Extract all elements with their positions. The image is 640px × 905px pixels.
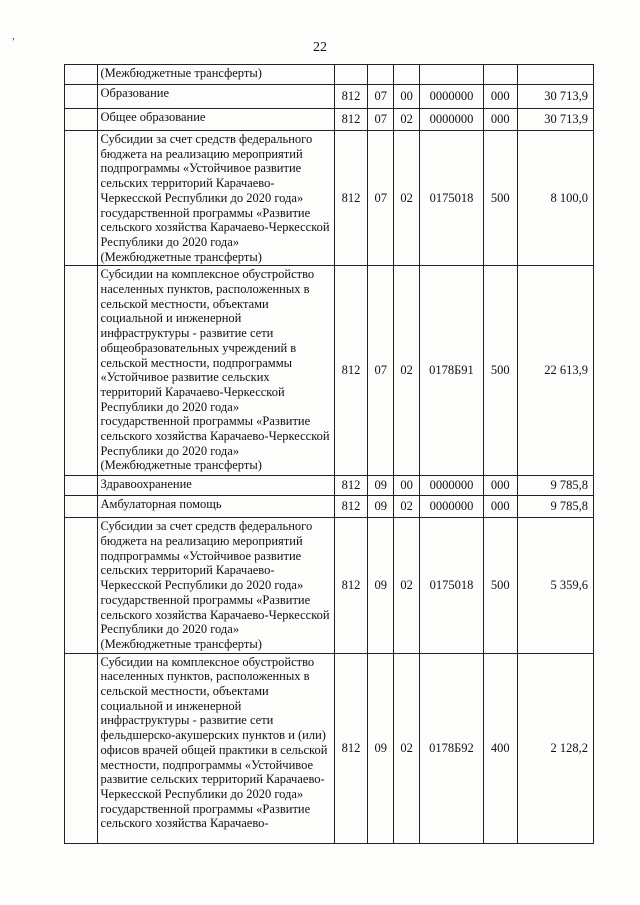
pr-cell: 02 (394, 518, 420, 653)
csr-cell: 0175018 (420, 131, 484, 266)
rz-cell: 09 (368, 476, 394, 496)
vr-cell: 500 (483, 518, 517, 653)
pr-cell: 02 (394, 266, 420, 476)
sum-cell: 9 785,8 (517, 476, 593, 496)
vr-cell: 400 (483, 653, 517, 843)
pr-cell: 00 (394, 85, 420, 109)
sum-cell (517, 65, 593, 85)
page-number: 22 (313, 40, 327, 55)
vr-cell: 500 (483, 131, 517, 266)
sum-cell: 5 359,6 (517, 518, 593, 653)
table-row (65, 266, 594, 476)
row-name: Здравоохранение (97, 476, 334, 496)
csr-cell: 0000000 (420, 496, 484, 518)
corner-mark: , (12, 30, 15, 42)
vr-cell: 000 (483, 476, 517, 496)
sum-cell: 9 785,8 (517, 496, 593, 518)
row-name: Амбулаторная помощь (97, 496, 334, 518)
sum-cell: 8 100,0 (517, 131, 593, 266)
grbs-cell: 812 (334, 266, 368, 476)
pr-cell: 00 (394, 476, 420, 496)
table-row (65, 496, 594, 518)
csr-cell: 0000000 (420, 109, 484, 131)
csr-cell (420, 65, 484, 85)
table-row (65, 109, 594, 131)
sum-cell: 30 713,9 (517, 85, 593, 109)
grbs-cell: 812 (334, 518, 368, 653)
rz-cell: 07 (368, 131, 394, 266)
row-index-cell (65, 85, 98, 109)
pr-cell: 02 (394, 496, 420, 518)
grbs-cell: 812 (334, 476, 368, 496)
table-row (65, 131, 594, 266)
vr-cell: 000 (483, 85, 517, 109)
rz-cell: 09 (368, 518, 394, 653)
rz-cell: 07 (368, 85, 394, 109)
rz-cell: 07 (368, 109, 394, 131)
grbs-cell (334, 65, 368, 85)
rz-cell: 07 (368, 266, 394, 476)
grbs-cell: 812 (334, 109, 368, 131)
pr-cell (394, 65, 420, 85)
row-name: Субсидии на комплексное обустройство населенных пунктов, расположенных в сельской местности, объектами социальной и инженерной инфраструктуры - развитие сети фельдшерско-акушерских пунктов и (или) офисов врачей общей практики в сельской местности, подпрограммы «Устойчивое развитие сельских территорий Карачаево-Черкесской Республики до 2020 года» государственной программы «Развитие сельского хозяйства Карачаево- (97, 653, 334, 843)
table-row (65, 476, 594, 496)
sum-cell: 22 613,9 (517, 266, 593, 476)
csr-cell: 0175018 (420, 518, 484, 653)
row-name: Субсидии за счет средств федерального бюджета на реализацию мероприятий подпрограммы «Устойчивое развитие сельских территорий Карачаево-Черкесской Республики до 2020 года» государственной программы «Развитие сельского хозяйства Карачаево-Черкесской Республики до 2020 года» (Межбюджетные трансферты) (97, 131, 334, 266)
grbs-cell: 812 (334, 653, 368, 843)
vr-cell: 500 (483, 266, 517, 476)
csr-cell: 0000000 (420, 85, 484, 109)
table-row (65, 518, 594, 653)
vr-cell: 000 (483, 109, 517, 131)
csr-cell: 0178Б92 (420, 653, 484, 843)
row-name: Общее образование (97, 109, 334, 131)
rz-cell (368, 65, 394, 85)
pr-cell: 02 (394, 653, 420, 843)
rz-cell: 09 (368, 653, 394, 843)
row-index-cell (65, 131, 98, 266)
row-index-cell (65, 496, 98, 518)
vr-cell (483, 65, 517, 85)
table-row (65, 65, 594, 85)
row-index-cell (65, 109, 98, 131)
grbs-cell: 812 (334, 85, 368, 109)
table-row (65, 653, 594, 843)
sum-cell: 30 713,9 (517, 109, 593, 131)
row-index-cell (65, 266, 98, 476)
grbs-cell: 812 (334, 496, 368, 518)
row-name: Субсидии на комплексное обустройство населенных пунктов, расположенных в сельской местности, объектами социальной и инженерной инфраструктуры - развитие сети общеобразовательных учреждений в сельской местности, подпрограммы «Устойчивое развитие сельских территорий Карачаево-Черкесской Республики до 2020 года» государственной программы «Развитие сельского хозяйства Карачаево-Черкесской Республики до 2020 года» (Межбюджетные трансферты) (97, 266, 334, 476)
sum-cell: 2 128,2 (517, 653, 593, 843)
budget-table (64, 64, 594, 844)
pr-cell: 02 (394, 131, 420, 266)
row-name: (Межбюджетные трансферты) (97, 65, 334, 85)
row-index-cell (65, 518, 98, 653)
row-index-cell (65, 476, 98, 496)
grbs-cell: 812 (334, 131, 368, 266)
table-row (65, 85, 594, 109)
vr-cell: 000 (483, 496, 517, 518)
row-name: Субсидии за счет средств федерального бюджета на реализацию мероприятий подпрограммы «Устойчивое развитие сельских территорий Карачаево-Черкесской Республики до 2020 года» государственной программы «Развитие сельского хозяйства Карачаево-Черкесской Республики до 2020 года» (Межбюджетные трансферты) (97, 518, 334, 653)
pr-cell: 02 (394, 109, 420, 131)
rz-cell: 09 (368, 496, 394, 518)
csr-cell: 0178Б91 (420, 266, 484, 476)
row-index-cell (65, 65, 98, 85)
csr-cell: 0000000 (420, 476, 484, 496)
row-index-cell (65, 653, 98, 843)
row-name: Образование (97, 85, 334, 109)
